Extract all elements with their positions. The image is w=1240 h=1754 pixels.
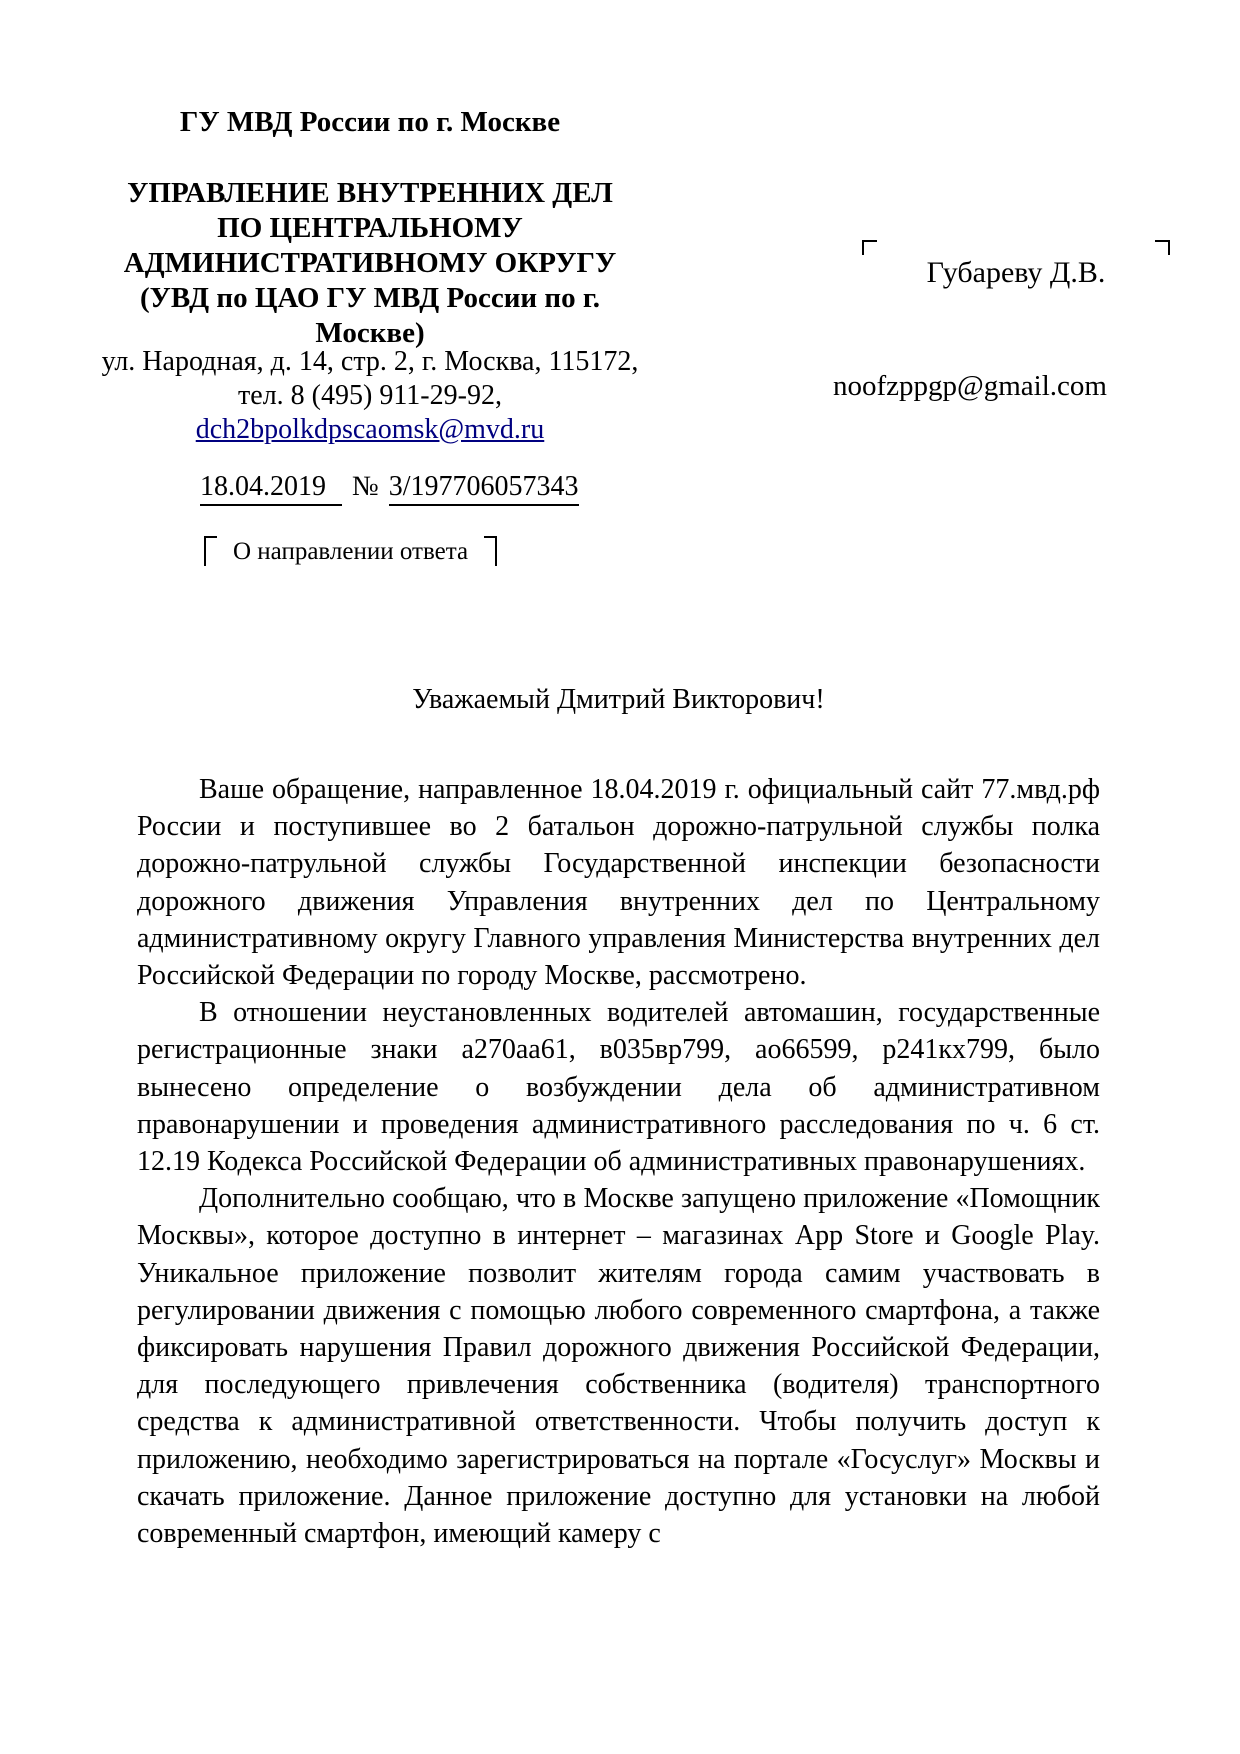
letter-subject-zone: [204, 534, 497, 566]
number-sign: №: [352, 471, 379, 502]
organization-name-line1: УПРАВЛЕНИЕ ВНУТРЕННИХ ДЕЛ: [127, 177, 613, 209]
organization-address: ул. Народная, д. 14, стр. 2, г. Москва, 115172,: [101, 346, 639, 377]
outgoing-reference-line: [200, 471, 579, 506]
recipient-address-zone: [862, 240, 1170, 300]
address-zone-corner-left-icon: [862, 240, 877, 255]
organization-short-name: (УВД по ЦАО ГУ МВД России по г. Москве): [139, 282, 600, 349]
subject-corner-right-icon: [484, 536, 497, 566]
organization-phone: тел. 8 (495) 911-29-92,: [238, 380, 502, 411]
organization-contact-block: [100, 345, 640, 447]
body-paragraph: Ваше обращение, направленное 18.04.2019 г. официальный сайт 77.мвд.рф России и поступившее во 2 батальон дорожно-патрульной службы полка дорожно-патрульной службы Государственной инспекции безопасности дорожного движения Управления внутренних дел по Центральному административному округу Главного управления Министерства внутренних дел Российской Федерации по городу Москве, рассмотрено.: [137, 774, 1100, 992]
body-paragraph: В отношении неустановленных водителей автомашин, государственные регистрационные знаки а270аа61, в035вр799, ао66599, р241кх799, было вынесено определение о возбуждении дела об административном правонарушении и проведения административного расследования по ч. 6 ст. 12.19 Кодекса Российской Федерации об административных правонарушениях.: [137, 997, 1100, 1178]
organization-name: [100, 176, 640, 351]
outgoing-date: 18.04.2019: [200, 471, 342, 506]
parent-organization-name: ГУ МВД России по г. Москве: [179, 106, 561, 138]
recipient-email: noofzppgp@gmail.com: [833, 370, 1107, 402]
recipient-name: Губареву Д.В.: [926, 256, 1106, 289]
body-paragraph: Дополнительно сообщаю, что в Москве запущено приложение «Помощник Москвы», которое доступно в интернет – магазинах App Store и Google Play. Уникальное приложение позволит жителям города самим участвовать в регулировании движения с помощью любого современного смартфона, а также фиксировать нарушения Правил дорожного движения Российской Федерации, для последующего привлечения собственника (водителя) транспортного средства к административной ответственности. Чтобы получить доступ к приложению, необходимо зарегистрироваться на портале «Госуслуг» Москвы и скачать приложение. Данное приложение доступно для установки на любой современный смартфон, имеющий камеру с: [137, 1183, 1100, 1550]
subject-corner-left-icon: [204, 536, 217, 566]
letter-body: [137, 771, 1100, 1552]
organization-name-line3: АДМИНИСТРАТИВНОМУ ОКРУГУ: [123, 247, 617, 279]
salutation: Уважаемый Дмитрий Викторович!: [412, 684, 825, 715]
organization-email-link[interactable]: dch2bpolkdpscaomsk@mvd.ru: [195, 414, 545, 445]
letter-subject: О направлении ответа: [233, 538, 469, 565]
address-zone-corner-right-icon: [1155, 240, 1170, 255]
organization-name-line2: ПО ЦЕНТРАЛЬНОМУ: [217, 212, 523, 244]
outgoing-number: 3/197706057343: [389, 471, 579, 506]
